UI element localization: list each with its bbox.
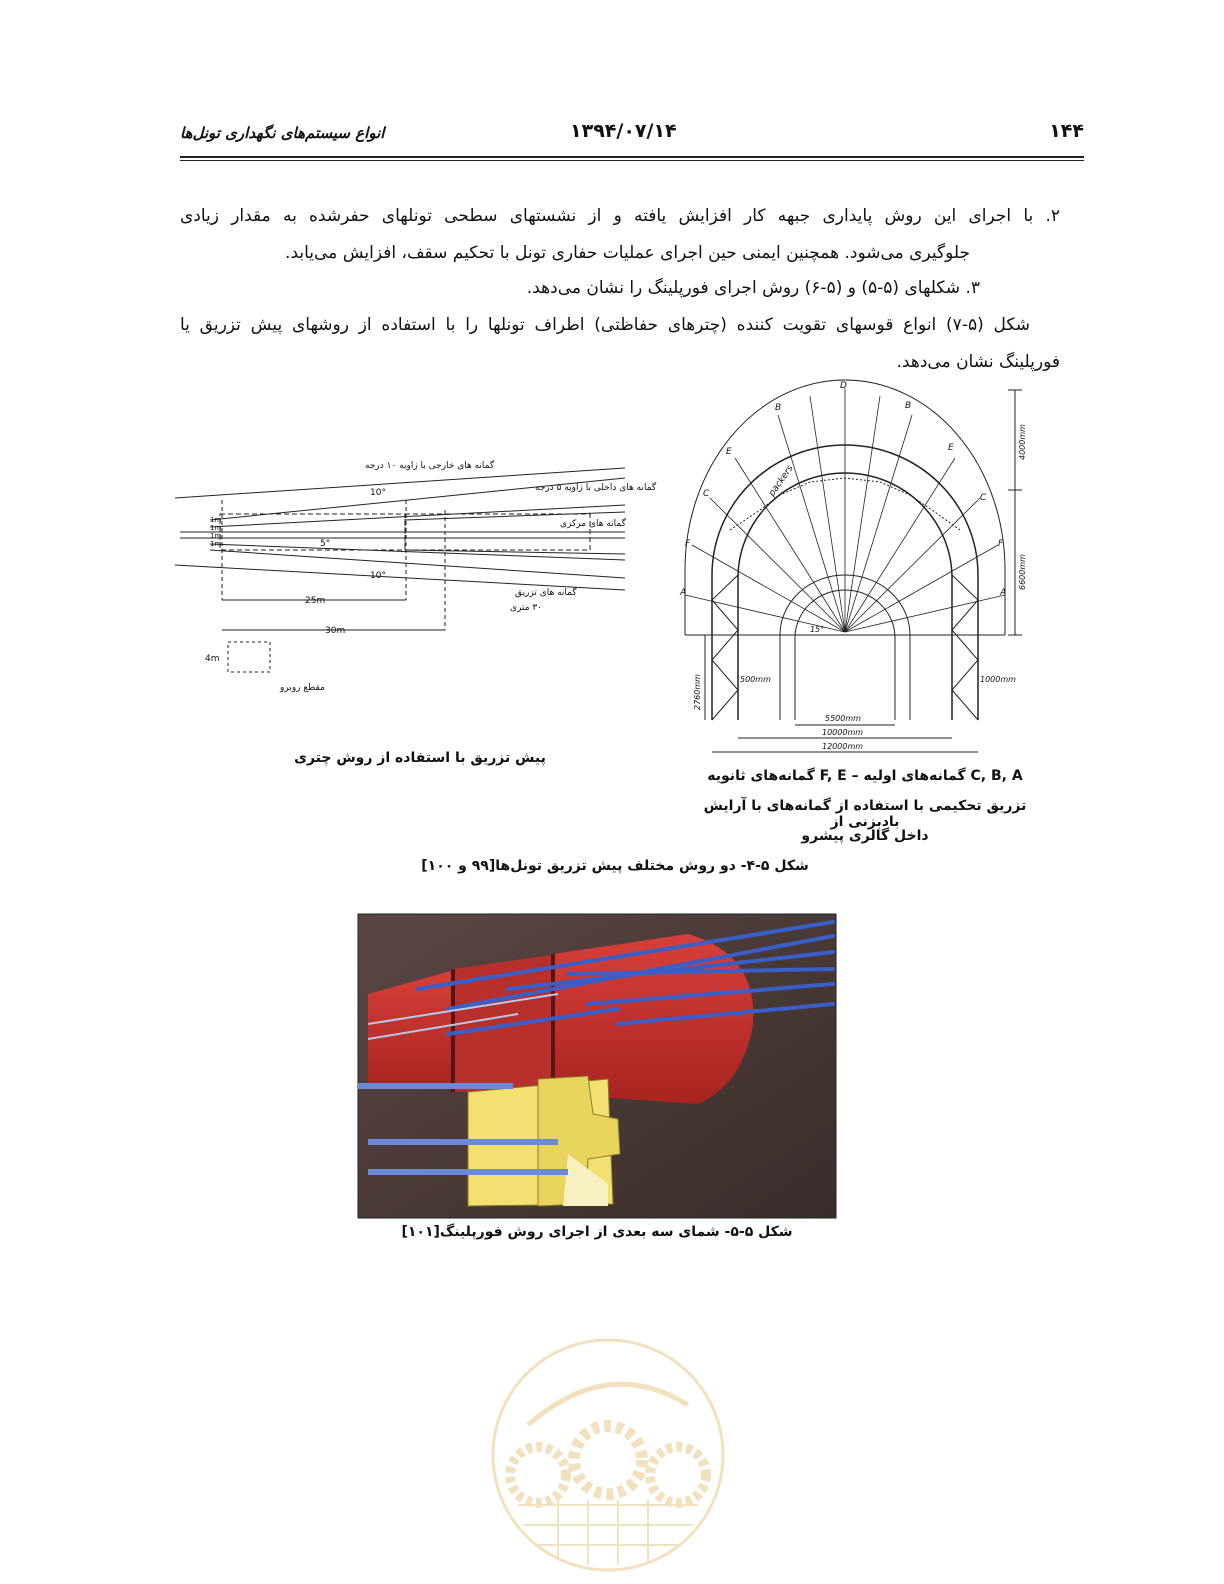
page-header — [180, 118, 1084, 148]
spacing-label: 1m — [210, 532, 222, 540]
spacing-label: 1m — [210, 524, 222, 532]
angle-15: 15° — [810, 625, 825, 634]
spacing-label: 1m — [210, 516, 222, 524]
paragraph-fig7 — [180, 307, 1060, 381]
item-2 — [180, 198, 1060, 272]
label-f-left: F — [685, 539, 691, 549]
dim-5500mm: 5500mm — [825, 714, 861, 723]
label-c-right: C — [980, 493, 987, 503]
dim-25m: 25m — [305, 596, 326, 606]
header-rule-thin — [180, 160, 1084, 161]
label-a-left: A — [680, 588, 687, 598]
spacing-label: 1m — [210, 540, 222, 548]
label-d: D — [840, 381, 847, 391]
page-number: ۱۴۴ — [1049, 120, 1084, 142]
dim-500mm: 500mm — [740, 675, 771, 684]
dim-30m: 30m — [325, 626, 346, 636]
label-grout-holes: گمانه های تزریق — [515, 588, 577, 598]
label-e-right: E — [948, 443, 954, 453]
chapter-title: انواع سیستم‌های نگهداری تونل‌ها — [180, 124, 385, 142]
label-packers: packers — [767, 463, 796, 499]
header-date: ۱۳۹۴/۰۷/۱۴ — [570, 120, 677, 142]
header-rule — [180, 156, 1084, 158]
label-outer-holes: گمانه های خارجی با زاویه ۱۰ درجه — [365, 461, 495, 471]
paragraph-line-2: فورپلینگ نشان می‌دهد. — [896, 352, 1060, 372]
dim-1000mm: 1000mm — [980, 675, 1016, 684]
dim-12000mm: 12000mm — [822, 742, 864, 751]
left-figure-caption: پیش تزریق با استفاده از روش چتری — [294, 750, 546, 766]
dim-2760mm: 2760mm — [693, 674, 702, 710]
label-b-right: B — [905, 401, 912, 411]
watermark-logo — [488, 1335, 728, 1575]
angle-10-top: 10° — [370, 488, 386, 498]
label-b-left: B — [775, 403, 782, 413]
item-3 — [180, 270, 1060, 307]
forepoling-3d-illustration — [358, 914, 836, 1218]
label-c-left: C — [703, 489, 710, 499]
label-grout-30m: ۳۰ متری — [510, 603, 543, 613]
figure-4-caption: شکل ۵-۴- دو روش مختلف پیش تزریق تونل‌ها[۹۹ و ۱۰۰] — [421, 858, 809, 874]
section-label: مقطع روبرو — [280, 683, 325, 693]
item-3-text: ۳. شکلهای (۵-۵) و (۵-۶) روش اجرای فورپلینگ را نشان می‌دهد. — [526, 278, 980, 298]
figure-5-caption: شکل ۵-۵- شمای سه بعدی از اجرای روش فورپلینگ[۱۰۱] — [401, 1224, 793, 1240]
right-caption-line-3: داخل گالری پیشرو — [801, 828, 929, 844]
dim-6600mm: 6600mm — [1018, 554, 1027, 590]
paragraph-line-1: شکل (۵-۷) انواع قوسهای تقویت کننده (چترهای حفاظتی) اطراف تونلها را با استفاده از روشهای پیش تزریق یا — [180, 315, 1030, 335]
right-caption-line-2: تزریق تحکیمی با استفاده از گمانه‌های با آرایش بادبزنی از — [703, 798, 1027, 830]
label-central-holes: گمانه های مرکزی — [560, 519, 626, 529]
umbrella-grouting-diagram — [170, 450, 657, 700]
angle-10-bottom: 10° — [370, 571, 386, 581]
fan-grouting-diagram — [670, 380, 1050, 760]
item-2-line-1: ۲. با اجرای این روش پایداری جبهه کار افزایش یافته و از نشستهای سطحی تونلهای حفرشده به مقدار زیادی — [180, 206, 1060, 226]
angle-5: 5° — [320, 539, 331, 549]
dim-4000mm: 4000mm — [1018, 424, 1027, 460]
label-a-right: A — [1000, 588, 1007, 598]
label-inner-holes: گمانه های داخلی با زاویه ۵ درجه — [535, 483, 657, 493]
item-2-line-2: جلوگیری می‌شود. همچنین ایمنی حین اجرای عملیات حفاری تونل با تحکیم سقف، افزایش می‌یابد. — [285, 243, 970, 263]
label-f-right: F — [998, 539, 1004, 549]
label-e-left: E — [726, 447, 732, 457]
dim-10000mm: 10000mm — [822, 728, 864, 737]
dim-4m: 4m — [205, 654, 220, 664]
right-caption-line-1: C, B, A گمانه‌های اولیه – F, E گمانه‌های ثانویه — [707, 768, 1023, 784]
